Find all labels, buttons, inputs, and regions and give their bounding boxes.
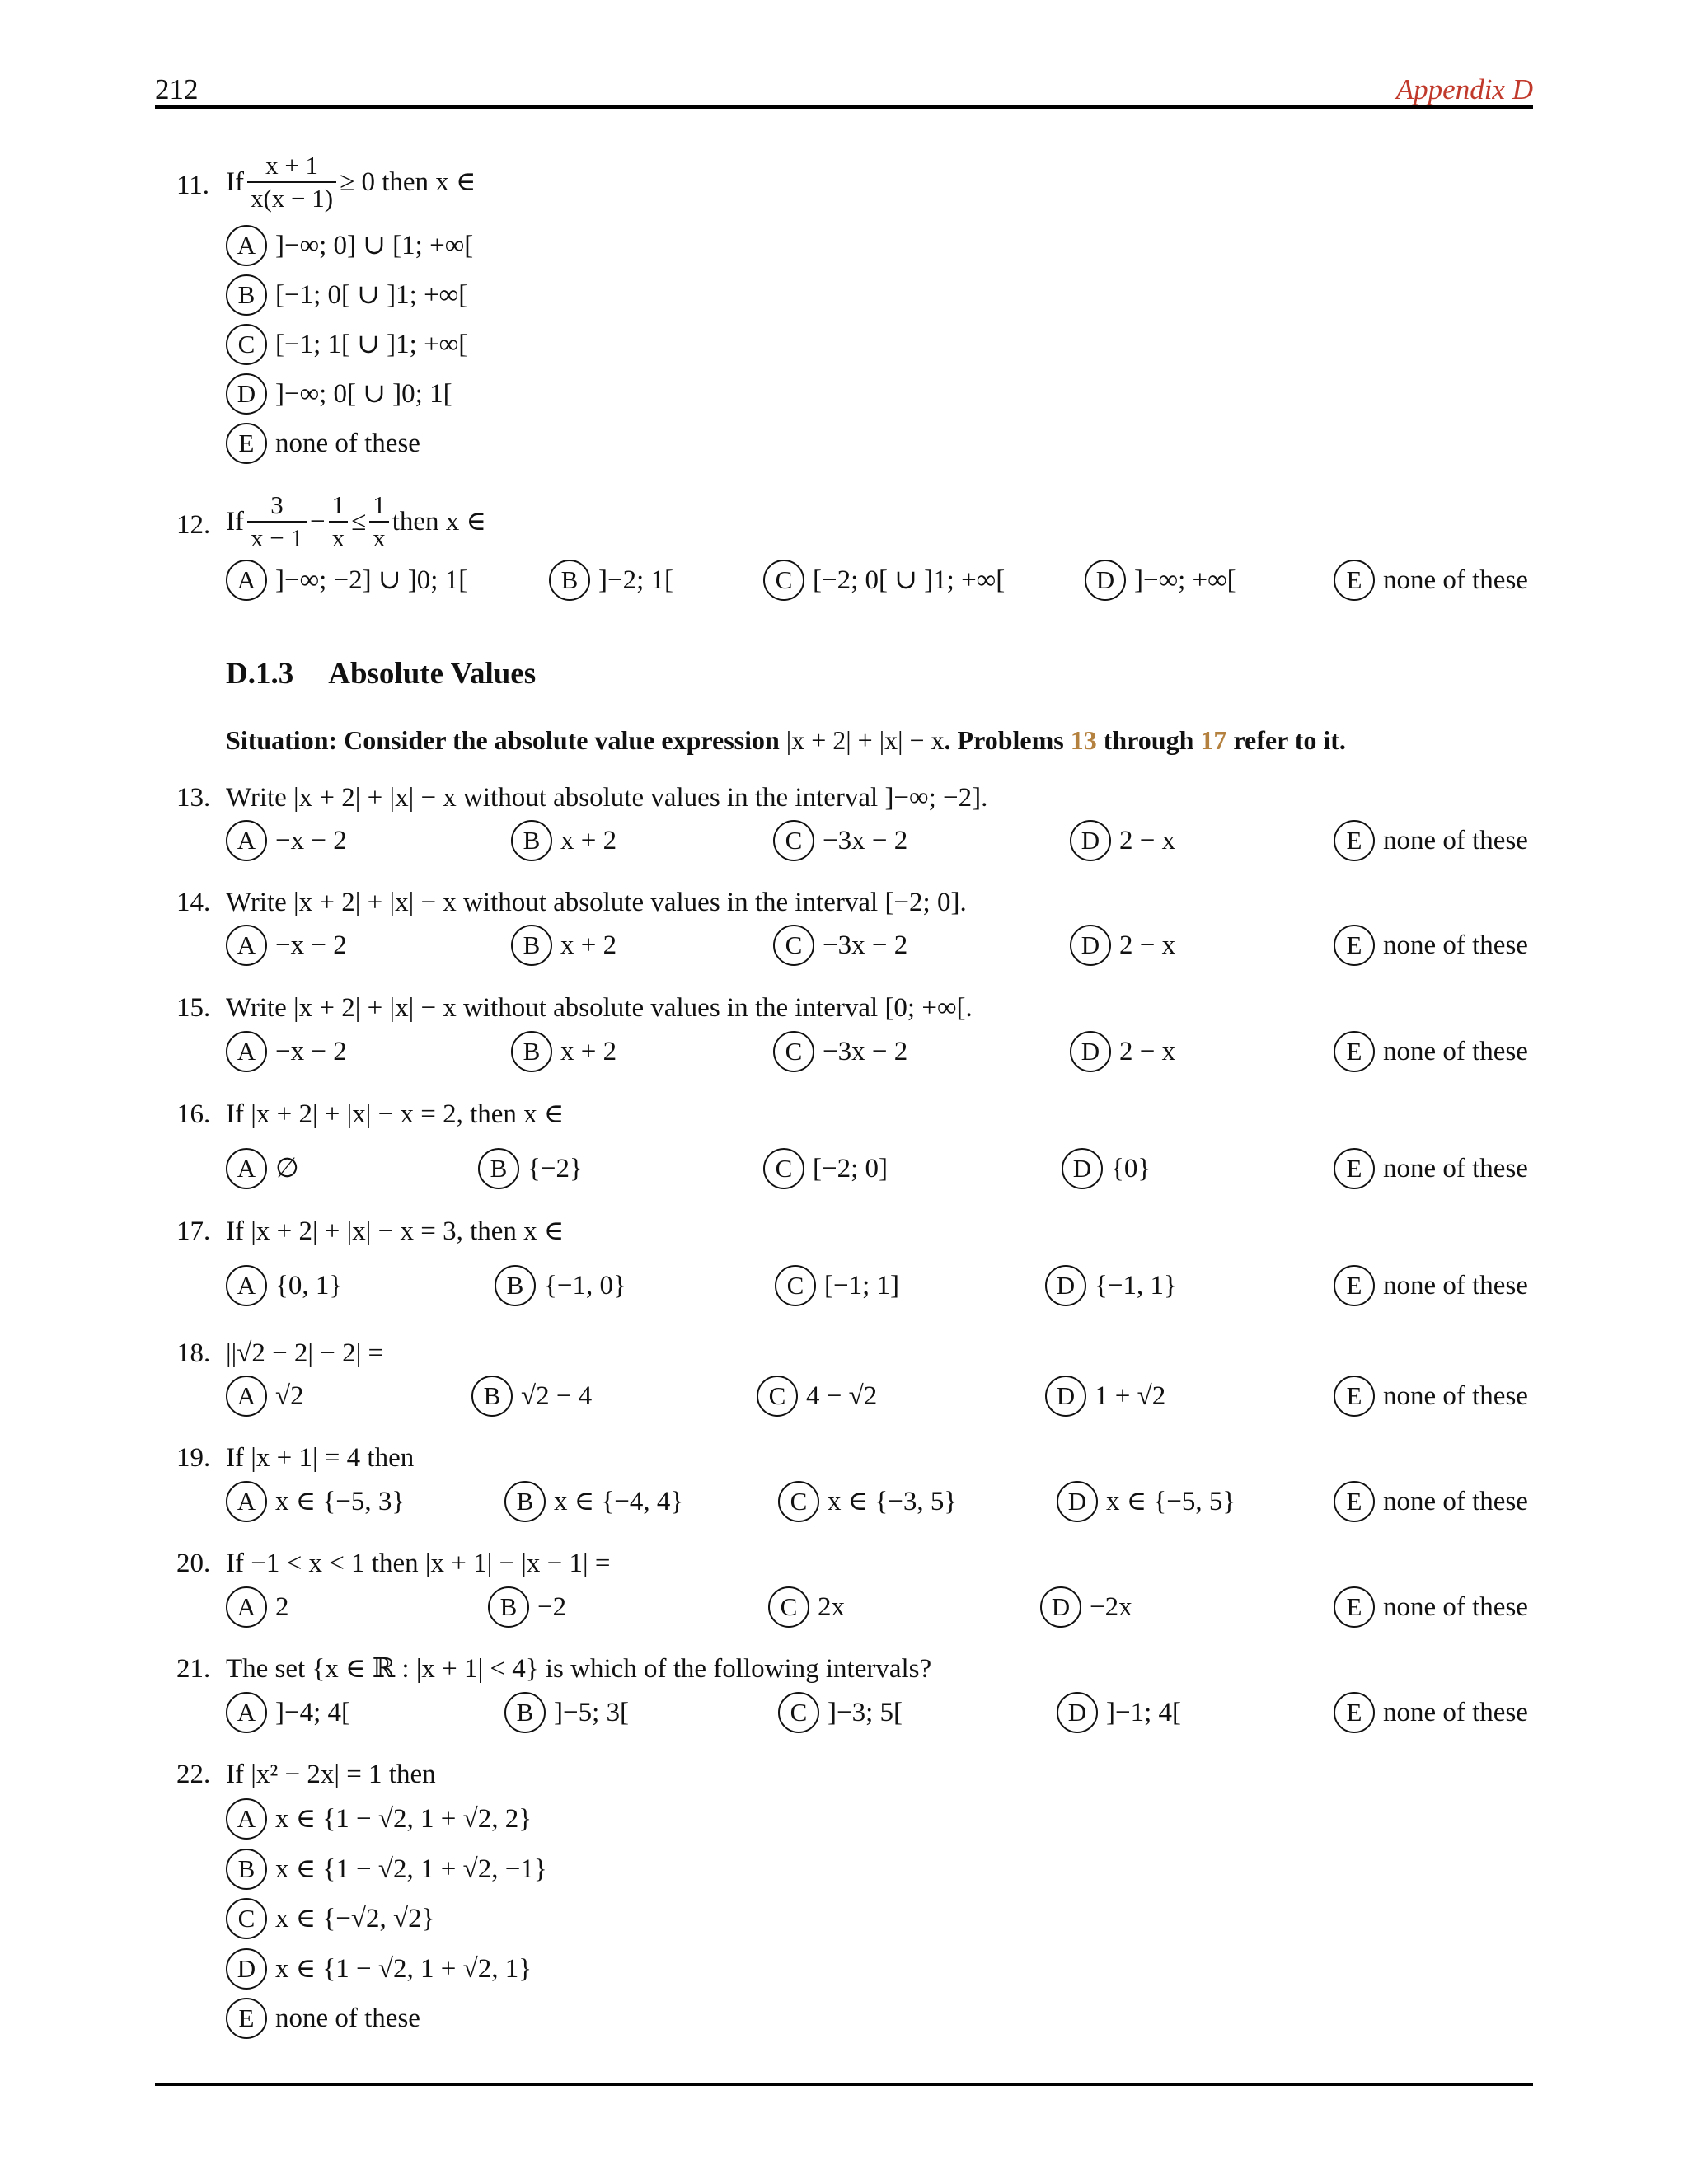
fraction <box>247 490 307 554</box>
fraction-numerator: x + 1 <box>265 151 319 180</box>
answer-option[interactable] <box>773 925 907 966</box>
answer-option[interactable] <box>1334 1265 1528 1306</box>
option-text: ]−∞; −2] ∪ ]0; 1[ <box>275 565 468 595</box>
option-text: x ∈ {−5, 5} <box>1106 1487 1236 1516</box>
answer-option[interactable] <box>1040 1586 1132 1628</box>
answer-option[interactable] <box>511 820 617 861</box>
answer-option[interactable] <box>1057 1692 1181 1733</box>
question-number: 14. <box>176 888 211 917</box>
option-letter[interactable]: E <box>1334 1148 1375 1189</box>
answer-option[interactable] <box>1070 925 1175 966</box>
option-text: ]−∞; +∞[ <box>1134 565 1236 595</box>
answer-option[interactable] <box>1062 1148 1151 1189</box>
option-text: −x − 2 <box>275 826 347 855</box>
option-letter[interactable]: A <box>226 1376 267 1417</box>
option-letter[interactable]: B <box>226 1849 267 1890</box>
answer-option[interactable] <box>511 925 617 966</box>
answer-option[interactable] <box>1334 1148 1528 1189</box>
option-text: ]−4; 4[ <box>275 1698 351 1727</box>
option-text: −3x − 2 <box>823 1037 908 1066</box>
answer-option[interactable] <box>226 274 467 316</box>
option-text: none of these <box>275 429 420 458</box>
question-text: Write |x + 2| + |x| − x without absolute values in the interval [0; +∞[. <box>226 993 973 1023</box>
option-text: none of these <box>1383 1698 1528 1727</box>
option-letter[interactable]: C <box>778 1481 819 1522</box>
question-number: 17. <box>176 1216 211 1246</box>
answer-option[interactable] <box>226 1998 420 2039</box>
answer-option[interactable] <box>778 1692 903 1733</box>
option-letter[interactable]: A <box>226 1586 267 1628</box>
question-number: 20. <box>176 1549 211 1578</box>
fraction <box>369 490 389 554</box>
option-letter[interactable]: E <box>1334 1586 1375 1628</box>
option-letter[interactable]: A <box>226 925 267 966</box>
option-letter[interactable]: D <box>1070 1031 1111 1072</box>
answer-option[interactable] <box>226 1798 532 1840</box>
answer-option[interactable] <box>778 1481 957 1522</box>
answer-option[interactable] <box>226 423 420 464</box>
option-letter[interactable]: D <box>1057 1692 1098 1733</box>
option-text: 1 + √2 <box>1095 1381 1166 1411</box>
footer-rule <box>155 2083 1533 2086</box>
answer-option[interactable] <box>773 1031 907 1072</box>
option-text: [−1; 0[ ∪ ]1; +∞[ <box>275 280 468 310</box>
situation-tail: refer to it. <box>1233 725 1346 755</box>
option-text: [−2; 0] <box>813 1154 889 1183</box>
option-letter[interactable]: C <box>773 820 814 861</box>
option-text: [−1; 1] <box>824 1271 900 1301</box>
option-text: 2 − x <box>1119 930 1176 960</box>
leq-sign: ≤ <box>351 507 367 537</box>
answer-option[interactable] <box>1334 1376 1528 1417</box>
option-letter[interactable]: C <box>226 324 267 365</box>
option-letter[interactable]: D <box>1062 1148 1103 1189</box>
option-letter[interactable]: B <box>511 1031 552 1072</box>
option-letter[interactable]: E <box>1334 1692 1375 1733</box>
answer-option[interactable] <box>471 1376 592 1417</box>
option-letter[interactable]: D <box>1085 560 1126 601</box>
option-letter[interactable]: A <box>226 820 267 861</box>
option-text: {−1, 1} <box>1095 1271 1177 1301</box>
question-number: 21. <box>176 1654 211 1684</box>
option-text: x ∈ {−5, 3} <box>275 1487 406 1516</box>
option-letter[interactable]: A <box>226 560 267 601</box>
problem-link[interactable]: 17 <box>1200 725 1227 755</box>
option-letter[interactable]: A <box>226 1265 267 1306</box>
fraction-numerator: 1 <box>373 490 386 519</box>
option-letter[interactable]: B <box>488 1586 529 1628</box>
option-text: [−1; 1[ ∪ ]1; +∞[ <box>275 330 468 359</box>
option-text: ]−1; 4[ <box>1106 1698 1182 1727</box>
option-letter[interactable]: A <box>226 1148 267 1189</box>
option-letter[interactable]: C <box>768 1586 809 1628</box>
question-text: If |x + 1| = 4 then <box>226 1443 415 1473</box>
option-text: x ∈ {1 − √2, 1 + √2, −1} <box>275 1854 547 1884</box>
option-letter[interactable]: E <box>1334 1376 1375 1417</box>
option-letter[interactable]: E <box>1334 560 1375 601</box>
fraction-numerator: 3 <box>270 490 284 519</box>
answer-option[interactable] <box>1085 560 1236 601</box>
question-number: 22. <box>176 1760 211 1789</box>
option-text: {0, 1} <box>275 1271 343 1301</box>
option-letter[interactable]: D <box>226 1948 267 1990</box>
answer-option[interactable] <box>757 1376 877 1417</box>
option-text: x + 2 <box>560 826 617 855</box>
fraction <box>247 150 336 214</box>
option-letter[interactable]: B <box>495 1265 536 1306</box>
option-text: none of these <box>1383 1037 1528 1066</box>
answer-option[interactable] <box>763 560 1005 601</box>
answer-option[interactable] <box>226 560 467 601</box>
option-text: −2x <box>1090 1592 1132 1622</box>
situation-through: through <box>1103 725 1194 755</box>
option-letter[interactable]: B <box>226 274 267 316</box>
question-number: 12. <box>176 510 211 540</box>
question-text: If |x² − 2x| = 1 then <box>226 1760 436 1789</box>
answer-option[interactable] <box>226 1376 304 1417</box>
option-text: 2 <box>275 1592 289 1622</box>
option-text: {−2} <box>528 1154 583 1183</box>
option-letter[interactable]: E <box>1334 1265 1375 1306</box>
answer-option[interactable] <box>763 1148 888 1189</box>
fraction-denominator: x(x − 1) <box>247 181 336 214</box>
option-text: none of these <box>1383 1592 1528 1622</box>
option-text: [−2; 0[ ∪ ]1; +∞[ <box>813 565 1006 595</box>
situation-text <box>226 722 1346 758</box>
option-letter[interactable]: C <box>773 1031 814 1072</box>
option-letter[interactable]: C <box>757 1376 798 1417</box>
question-number: 16. <box>176 1099 211 1129</box>
option-letter[interactable]: E <box>226 423 267 464</box>
option-text: none of these <box>1383 1381 1528 1411</box>
question-number: 15. <box>176 993 211 1023</box>
answer-option[interactable] <box>226 1692 350 1733</box>
fraction-numerator: 1 <box>331 490 345 519</box>
option-text: {0} <box>1111 1154 1151 1183</box>
option-text: −2 <box>537 1592 567 1622</box>
answer-option[interactable] <box>226 1586 289 1628</box>
answer-option[interactable] <box>1070 1031 1175 1072</box>
option-letter[interactable]: B <box>549 560 590 601</box>
header-rule <box>155 105 1533 109</box>
answer-option[interactable] <box>1334 1481 1528 1522</box>
answer-option[interactable] <box>1334 1692 1528 1733</box>
option-text: −3x − 2 <box>823 930 908 960</box>
option-letter[interactable]: C <box>763 1148 804 1189</box>
option-letter[interactable]: E <box>1334 925 1375 966</box>
answer-option[interactable] <box>504 1692 629 1733</box>
option-text: x ∈ {1 − √2, 1 + √2, 1} <box>275 1954 532 1984</box>
option-letter[interactable]: E <box>1334 820 1375 861</box>
answer-option[interactable] <box>1045 1376 1165 1417</box>
option-text: √2 − 4 <box>521 1381 593 1411</box>
option-text: none of these <box>1383 1487 1528 1516</box>
option-letter[interactable]: C <box>226 1898 267 1939</box>
option-letter[interactable]: D <box>1045 1265 1086 1306</box>
answer-option[interactable] <box>226 925 347 966</box>
option-letter[interactable]: A <box>226 225 267 266</box>
section-title: Absolute Values <box>328 657 537 691</box>
option-text: x ∈ {1 − √2, 1 + √2, 2} <box>275 1804 532 1834</box>
option-letter[interactable]: C <box>773 925 814 966</box>
answer-option[interactable] <box>226 1265 342 1306</box>
answer-option[interactable] <box>495 1265 626 1306</box>
question-number: 13. <box>176 783 211 813</box>
answer-option[interactable] <box>226 324 467 365</box>
option-letter[interactable]: B <box>504 1481 546 1522</box>
option-letter[interactable]: E <box>226 1998 267 2039</box>
option-letter[interactable]: C <box>763 560 804 601</box>
option-letter[interactable]: B <box>504 1692 546 1733</box>
page-number: 212 <box>155 73 199 105</box>
question-text <box>226 490 486 554</box>
option-letter[interactable]: B <box>511 820 552 861</box>
answer-option[interactable] <box>768 1586 845 1628</box>
option-text: none of these <box>275 2004 420 2033</box>
section-number: D.1.3 <box>226 657 294 691</box>
question-text: Write |x + 2| + |x| − x without absolute values in the interval [−2; 0]. <box>226 888 967 917</box>
answer-option[interactable] <box>775 1265 899 1306</box>
option-letter[interactable]: D <box>1070 925 1111 966</box>
option-text: x + 2 <box>560 1037 617 1066</box>
answer-option[interactable] <box>1070 820 1175 861</box>
question-lead: If <box>226 507 244 537</box>
question-number: 18. <box>176 1338 211 1368</box>
option-text: −x − 2 <box>275 930 347 960</box>
option-text: none of these <box>1383 1154 1528 1183</box>
fraction <box>329 490 349 554</box>
question-number: 11. <box>176 171 210 200</box>
chapter-title: Appendix D <box>1395 73 1533 105</box>
fraction-denominator: x − 1 <box>247 521 307 554</box>
situation-expression: |x + 2| + |x| − x <box>785 725 945 755</box>
answer-option[interactable] <box>226 1481 405 1522</box>
option-letter[interactable]: D <box>1070 820 1111 861</box>
option-letter[interactable]: E <box>1334 1031 1375 1072</box>
answer-option[interactable] <box>226 820 347 861</box>
answer-option[interactable] <box>549 560 673 601</box>
option-text: x ∈ {−3, 5} <box>828 1487 958 1516</box>
answer-option[interactable] <box>226 225 473 266</box>
option-text: x ∈ {−4, 4} <box>554 1487 684 1516</box>
question-rest: ≥ 0 then x ∈ <box>340 167 476 197</box>
answer-option[interactable] <box>1334 1586 1528 1628</box>
answer-option[interactable] <box>226 373 452 415</box>
option-text: 4 − √2 <box>806 1381 878 1411</box>
option-text: none of these <box>1383 826 1528 855</box>
answer-option[interactable] <box>504 1481 683 1522</box>
question-text: If −1 < x < 1 then |x + 1| − |x − 1| = <box>226 1549 611 1578</box>
answer-option[interactable] <box>226 1148 299 1189</box>
option-text: 2 − x <box>1119 1037 1176 1066</box>
option-text: ]−3; 5[ <box>828 1698 903 1727</box>
option-text: x ∈ {−√2, √2} <box>275 1904 435 1933</box>
option-letter[interactable]: D <box>226 373 267 415</box>
option-letter[interactable]: B <box>478 1148 519 1189</box>
fraction-denominator: x <box>369 521 389 554</box>
answer-option[interactable] <box>478 1148 583 1189</box>
option-text: √2 <box>275 1381 304 1411</box>
question-number: 19. <box>176 1443 211 1473</box>
problem-link[interactable]: 13 <box>1070 725 1097 755</box>
option-text: none of these <box>1383 1271 1528 1301</box>
option-letter[interactable]: D <box>1057 1481 1098 1522</box>
question-text: Write |x + 2| + |x| − x without absolute values in the interval ]−∞; −2]. <box>226 783 988 813</box>
answer-option[interactable] <box>226 1948 532 1990</box>
question-text <box>226 150 476 214</box>
answer-option[interactable] <box>226 1031 347 1072</box>
option-text: ]−∞; 0] ∪ [1; +∞[ <box>275 231 474 260</box>
answer-option[interactable] <box>1334 1031 1528 1072</box>
option-letter[interactable]: A <box>226 1481 267 1522</box>
option-letter[interactable]: A <box>226 1692 267 1733</box>
answer-option[interactable] <box>226 1849 547 1890</box>
option-letter[interactable]: A <box>226 1798 267 1840</box>
question-text: The set {x ∈ ℝ : |x + 1| < 4} is which of the following intervals? <box>226 1654 932 1684</box>
situation-mid: . Problems <box>944 725 1064 755</box>
minus-sign: − <box>309 507 326 537</box>
situation-lead: Situation: Consider the absolute value expression <box>226 725 780 755</box>
answer-option[interactable] <box>1057 1481 1236 1522</box>
question-rest: then x ∈ <box>392 507 486 537</box>
question-text: If |x + 2| + |x| − x = 3, then x ∈ <box>226 1216 565 1246</box>
answer-option[interactable] <box>511 1031 617 1072</box>
question-text: ||√2 − 2| − 2| = <box>226 1338 384 1368</box>
option-text: ]−2; 1[ <box>598 565 674 595</box>
answer-option[interactable] <box>773 820 907 861</box>
option-text: {−1, 0} <box>544 1271 626 1301</box>
question-text: If |x + 2| + |x| − x = 2, then x ∈ <box>226 1099 565 1129</box>
option-text: −3x − 2 <box>823 826 908 855</box>
answer-option[interactable] <box>1334 560 1528 601</box>
option-text: −x − 2 <box>275 1037 347 1066</box>
answer-option[interactable] <box>1045 1265 1177 1306</box>
option-letter[interactable]: A <box>226 1031 267 1072</box>
fraction-denominator: x <box>329 521 349 554</box>
option-text: 2x <box>818 1592 845 1622</box>
option-letter[interactable]: E <box>1334 1481 1375 1522</box>
option-text: none of these <box>1383 930 1528 960</box>
option-letter[interactable]: B <box>471 1376 513 1417</box>
option-text: x + 2 <box>560 930 617 960</box>
option-letter[interactable]: D <box>1045 1376 1086 1417</box>
option-letter[interactable]: C <box>778 1692 819 1733</box>
option-letter[interactable]: C <box>775 1265 816 1306</box>
option-text: 2 − x <box>1119 826 1176 855</box>
answer-option[interactable] <box>1334 820 1528 861</box>
section-heading <box>226 654 536 695</box>
answer-option[interactable] <box>488 1586 566 1628</box>
option-text: none of these <box>1383 565 1528 595</box>
option-text: ]−5; 3[ <box>554 1698 630 1727</box>
option-letter[interactable]: D <box>1040 1586 1081 1628</box>
option-letter[interactable]: B <box>511 925 552 966</box>
option-text: ∅ <box>275 1154 299 1183</box>
answer-option[interactable] <box>226 1898 434 1939</box>
question-lead: If <box>226 167 244 197</box>
option-text: ]−∞; 0[ ∪ ]0; 1[ <box>275 379 452 409</box>
answer-option[interactable] <box>1334 925 1528 966</box>
